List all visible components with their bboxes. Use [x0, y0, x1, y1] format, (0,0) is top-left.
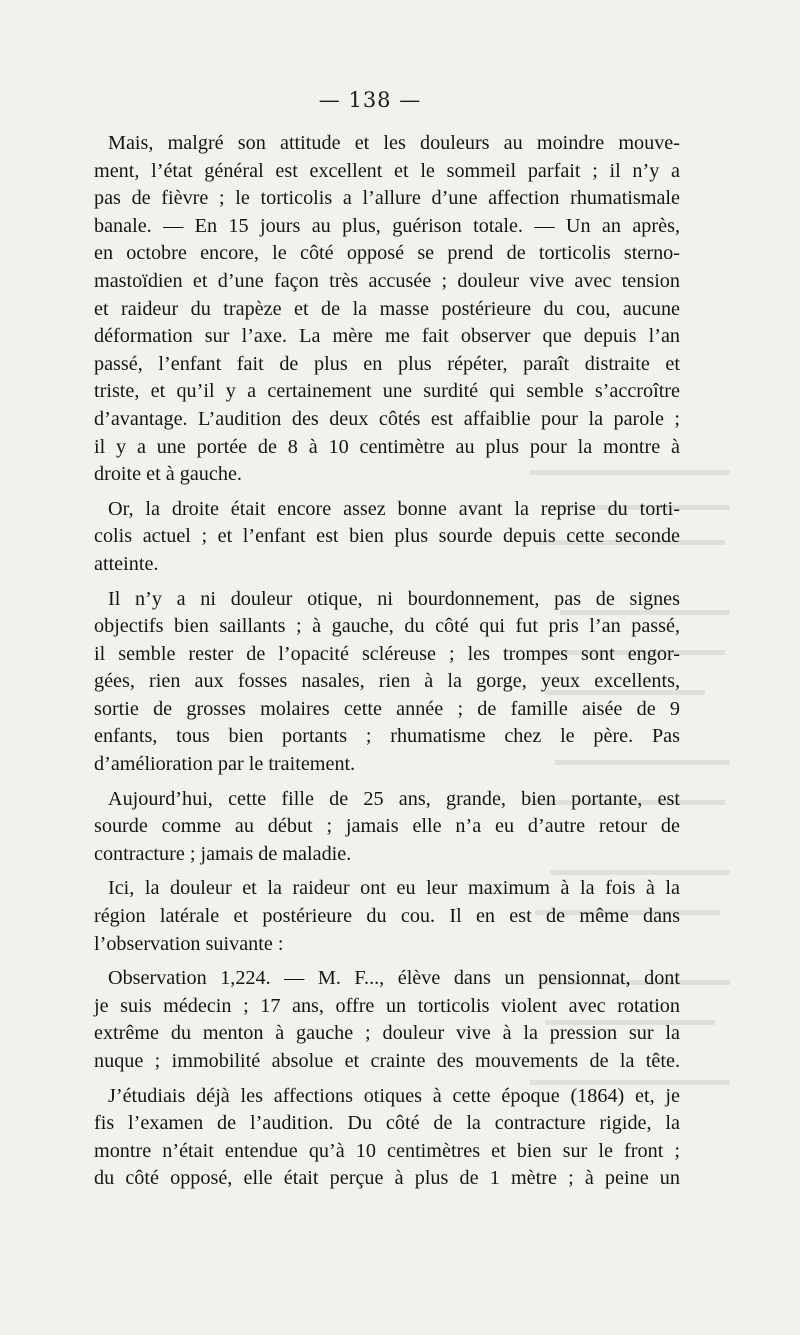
- paragraph: [76, 786, 680, 869]
- paragraph: [76, 496, 680, 579]
- text-line: objectifs bien saillants ; à gauche, du côté qui fut pris l’an passé,: [94, 615, 680, 638]
- text-line: colis actuel ; et l’enfant est bien plus sourde depuis cette seconde: [94, 525, 680, 548]
- paragraph: [76, 965, 680, 1075]
- text-line: mastoïdien et d’une façon très accusée ; douleur vive avec tension: [94, 269, 680, 292]
- text-line: Ici, la douleur et la raideur ont eu leur maximum à la fois à la: [108, 877, 680, 900]
- text-line: d’avantage. L’audition des deux côtés est affaiblie pour la parole ;: [94, 407, 680, 430]
- text-line: d’amélioration par le traitement.: [94, 753, 356, 776]
- paragraph: [76, 1083, 680, 1193]
- text-line: l’observation suivante :: [94, 932, 284, 955]
- paragraph: [76, 130, 680, 489]
- text-line: enfants, tous bien portants ; rhumatisme chez le père. Pas: [94, 725, 680, 748]
- text-line: Il n’y a ni douleur otique, ni bourdonnement, pas de signes: [108, 587, 680, 610]
- text-line: déformation sur l’axe. La mère me fait observer que depuis l’an: [94, 325, 680, 348]
- paragraph: [76, 586, 680, 779]
- text-line: sortie de grosses molaires cette année ; de famille aisée de 9: [94, 697, 680, 720]
- text-line: triste, et qu’il y a certainement une surdité qui semble s’accroître: [94, 380, 680, 403]
- text-line: ment, l’état général est excellent et le sommeil parfait ; il n’y a: [94, 159, 680, 182]
- text-line: en octobre encore, le côté opposé se prend de torticolis sterno-: [94, 242, 680, 265]
- text-line: atteinte.: [94, 552, 159, 575]
- text-line: gées, rien aux fosses nasales, rien à la gorge, yeux excellents,: [94, 670, 680, 693]
- text-line: passé, l’enfant fait de plus en plus répéter, paraît distraite et: [94, 352, 680, 375]
- page-number: — 138 —: [318, 88, 422, 112]
- text-line: et raideur du trapèze et de la masse postérieure du cou, aucune: [94, 297, 680, 320]
- text-line: J’étudiais déjà les affections otiques à cette époque (1864) et, je: [108, 1084, 680, 1107]
- text-line: extrême du menton à gauche ; douleur vive à la pression sur la: [94, 1022, 680, 1045]
- text-line: il semble rester de l’opacité scléreuse ; les trompes sont engor-: [94, 642, 680, 665]
- text-line: nuque ; immobilité absolue et crainte des mouvements de la tête.: [94, 1050, 680, 1072]
- paragraph: [76, 875, 680, 958]
- text-line: il y a une portée de 8 à 10 centimètre au plus pour la montre à: [94, 435, 680, 458]
- text-line: pas de fièvre ; le torticolis a l’allure d’une affection rhumatismale: [94, 187, 680, 210]
- text-line: contracture ; jamais de maladie.: [94, 842, 352, 865]
- text-line: banale. — En 15 jours au plus, guérison totale. — Un an après,: [94, 214, 680, 237]
- text-line: Or, la droite était encore assez bonne avant la reprise du torti-: [108, 497, 680, 520]
- text-line: Aujourd’hui, cette fille de 25 ans, grande, bien portante, est: [108, 787, 680, 810]
- text-line: montre n’était entendue qu’à 10 centimètres et bien sur le front ;: [94, 1139, 680, 1162]
- text-line: je suis médecin ; 17 ans, offre un torticolis violent avec rotation: [94, 994, 680, 1017]
- text-line: du côté opposé, elle était perçue à plus de 1 mètre ; à peine un: [94, 1167, 680, 1190]
- text-line: Observation 1,224. — M. F..., élève dans un pensionnat, dont: [108, 967, 680, 990]
- text-line: région latérale et postérieure du cou. Il en est de même dans: [94, 905, 680, 928]
- text-line: sourde comme au début ; jamais elle n’a eu d’autre retour de: [94, 815, 680, 838]
- text-line: droite et à gauche.: [94, 463, 242, 486]
- text-line: Mais, malgré son attitude et les douleurs au moindre mouve-: [108, 132, 680, 154]
- text-line: fis l’examen de l’audition. Du côté de la contracture rigide, la: [94, 1112, 680, 1135]
- body-text: [76, 130, 680, 1200]
